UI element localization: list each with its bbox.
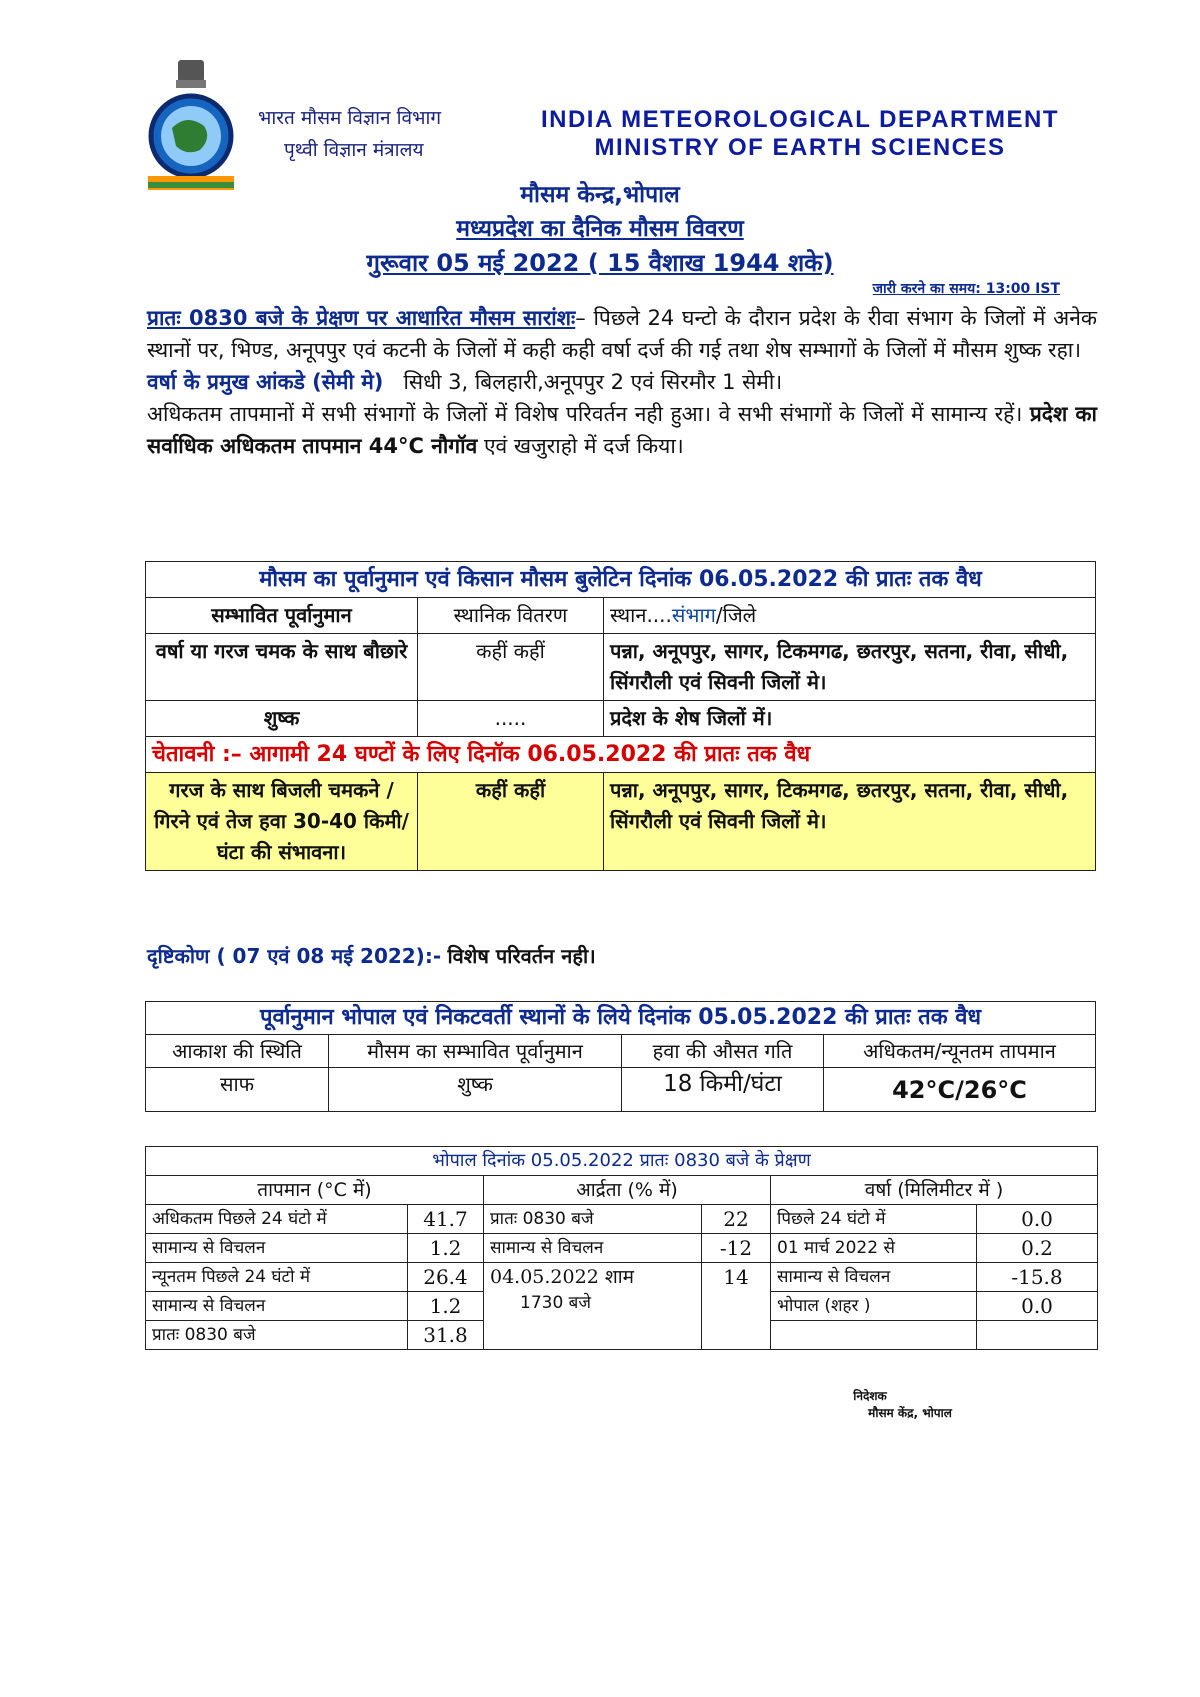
- rain-value: 0.2: [977, 1234, 1098, 1263]
- forecast-col-header: सम्भावित पूर्वानुमान: [146, 598, 418, 634]
- org-name-hindi: भारत मौसम विज्ञान विभाग: [258, 107, 442, 129]
- warning-places-cell: पन्ना, अनूपपुर, सागर, टिकमगढ, छतरपुर, सतना, रीवा, सीधी, सिंगरौली एवं सिवनी जिलों मे।: [604, 773, 1096, 871]
- rain-label: भोपाल (शहर ): [771, 1292, 977, 1321]
- temp-label: सामान्य से विचलन: [146, 1292, 408, 1321]
- centre-name: मौसम केन्द्र,भोपाल: [520, 182, 680, 208]
- forecast-table-title: मौसम का पूर्वानुमान एवं किसान मौसम बुलेटिन दिनांक 06.05.2022 की प्रातः तक वैध: [146, 562, 1096, 598]
- signature-office: मौसम केंद्र, भोपाल: [868, 1406, 952, 1420]
- rain-value: 0.0: [977, 1292, 1098, 1321]
- forecast-table: [145, 561, 1096, 871]
- temp-label: न्यूनतम पिछले 24 घंटो में: [146, 1263, 408, 1292]
- humidity-value: 22: [702, 1205, 771, 1234]
- temp-label: सामान्य से विचलन: [146, 1234, 408, 1263]
- humidity-label: प्रातः 0830 बजे: [484, 1205, 702, 1234]
- report-title: मध्यप्रदेश का दैनिक मौसम विवरण: [456, 216, 744, 242]
- rain-empty-cell: [771, 1321, 977, 1350]
- temp-header: अधिकतम/न्यूनतम तापमान: [824, 1035, 1096, 1068]
- temp-value: 1.2: [408, 1234, 484, 1263]
- bhopal-forecast-table: [145, 1001, 1096, 1112]
- outlook-heading: दृष्टिकोण ( 07 एवं 08 मई 2022):-: [147, 944, 442, 968]
- wind-value: 18 किमी/घंटा: [622, 1068, 824, 1112]
- outlook-text: विशेष परिवर्तन नही।: [447, 944, 596, 968]
- places-cell: पन्ना, अनूपपुर, सागर, टिकमगढ, छतरपुर, सतना, रीवा, सीधी, सिंगरौली एवं सिवनी जिलों मे।: [604, 634, 1096, 701]
- org-name-english: INDIA METEOROLOGICAL DEPARTMENT: [540, 106, 1060, 133]
- humidity-value: 14: [702, 1263, 771, 1350]
- warning-title: चेतावनी :– आगामी 24 घण्टों के लिए दिनॉक 06.05.2022 की प्रातः तक वैध: [146, 737, 1096, 773]
- places-cell: प्रदेश के शेष जिलों में।: [604, 701, 1096, 737]
- humidity-evening-cell: 04.05.2022 शाम 1730 बजे: [484, 1263, 702, 1350]
- rain-value: -15.8: [977, 1263, 1098, 1292]
- temp-label: अधिकतम पिछले 24 घंटो में: [146, 1205, 408, 1234]
- temperature-header: तापमान (°C में): [146, 1176, 484, 1205]
- observations-title: भोपाल दिनांक 05.05.2022 प्रातः 0830 बजे के प्रेक्षण: [146, 1147, 1098, 1176]
- temp-value: 31.8: [408, 1321, 484, 1350]
- bhopal-forecast-title: पूर्वानुमान भोपाल एवं निकटवर्ती स्थानों के लिये दिनांक 05.05.2022 की प्रातः तक वैध: [146, 1002, 1096, 1035]
- outlook-line: [147, 942, 596, 969]
- signature-designation: निदेशक: [853, 1389, 887, 1403]
- temp-label: प्रातः 0830 बजे: [146, 1321, 408, 1350]
- report-date: गुरूवार 05 मई 2022 ( 15 वैशाख 1944 शके): [366, 249, 834, 277]
- summary-heading: प्रातः 0830 बजे के प्रेक्षण पर आधारित मौसम सारांशः: [147, 306, 576, 330]
- temp-value: 42°C/26°C: [824, 1068, 1096, 1112]
- humidity-header: आर्द्रता (% में): [484, 1176, 771, 1205]
- wind-header: हवा की औसत गति: [622, 1035, 824, 1068]
- forecast-cell: शुष्क: [146, 701, 418, 737]
- rain-data-heading: वर्षा के प्रमुख आंकडे (सेमी मे): [147, 370, 384, 394]
- forecast-cell: वर्षा या गरज चमक के साथ बौछारे: [146, 634, 418, 701]
- max-temp-tail: एवं खजुराहो में दर्ज किया।: [483, 434, 684, 458]
- sky-value: साफ: [146, 1068, 329, 1112]
- temp-value: 1.2: [408, 1292, 484, 1321]
- humidity-label: सामान्य से विचलन: [484, 1234, 702, 1263]
- humidity-value: -12: [702, 1234, 771, 1263]
- places-col-header: स्थान....संभाग/जिले: [604, 598, 1096, 634]
- rain-label: 01 मार्च 2022 से: [771, 1234, 977, 1263]
- temp-value: 26.4: [408, 1263, 484, 1292]
- rain-label: पिछले 24 घंटो में: [771, 1205, 977, 1234]
- weather-summary: [147, 302, 1097, 462]
- distribution-cell: .....: [418, 701, 604, 737]
- warning-forecast-cell: गरज के साथ बिजली चमकने / गिरने एवं तेज हवा 30-40 किमी/घंटा की संभावना।: [146, 773, 418, 871]
- observations-table: [145, 1146, 1098, 1350]
- distribution-col-header: स्थानिक वितरण: [418, 598, 604, 634]
- temp-summary: अधिकतम तापमानों में सभी संभागों के जिलों में विशेष परिवर्तन नही हुआ। वे सभी संभागों के जिलों में सामान्य रहें।: [147, 402, 1023, 426]
- rainfall-header: वर्षा (मिलिमीटर में ): [771, 1176, 1098, 1205]
- weather-header: मौसम का सम्भावित पूर्वानुमान: [329, 1035, 622, 1068]
- ministry-name-english: MINISTRY OF EARTH SCIENCES: [594, 134, 1006, 161]
- rain-data-text: सिधी 3, बिलहारी,अनूपपुर 2 एवं सिरमौर 1 सेमी।: [403, 370, 783, 394]
- distribution-cell: कहीं कहीं: [418, 634, 604, 701]
- ministry-name-hindi: पृथ्वी विज्ञान मंत्रालय: [284, 139, 424, 161]
- weather-value: शुष्क: [329, 1068, 622, 1112]
- summary-text: – पिछले 24 घन्टो के दौरान प्रदेश के रीवा संभाग के जिलों में अनेक स्थानों पर, भिण्ड, अनूपपुर एवं कटनी के जिलों में कही कही वर्षा दर्ज की गई तथा शेष सम्भागों के जिलों में मौसम शुष्क रहा।: [147, 306, 1097, 362]
- issue-time: जारी करने का समय: 13:00 IST: [872, 281, 1060, 297]
- rain-empty-cell: [977, 1321, 1098, 1350]
- temp-value: 41.7: [408, 1205, 484, 1234]
- rain-label: सामान्य से विचलन: [771, 1263, 977, 1292]
- warning-distribution-cell: कहीं कहीं: [418, 773, 604, 871]
- sky-header: आकाश की स्थिति: [146, 1035, 329, 1068]
- max-temp-highlight: प्रदेश का सर्वाधिक अधिकतम तापमान 44°C नौगॉव: [147, 402, 1097, 458]
- rain-value: 0.0: [977, 1205, 1098, 1234]
